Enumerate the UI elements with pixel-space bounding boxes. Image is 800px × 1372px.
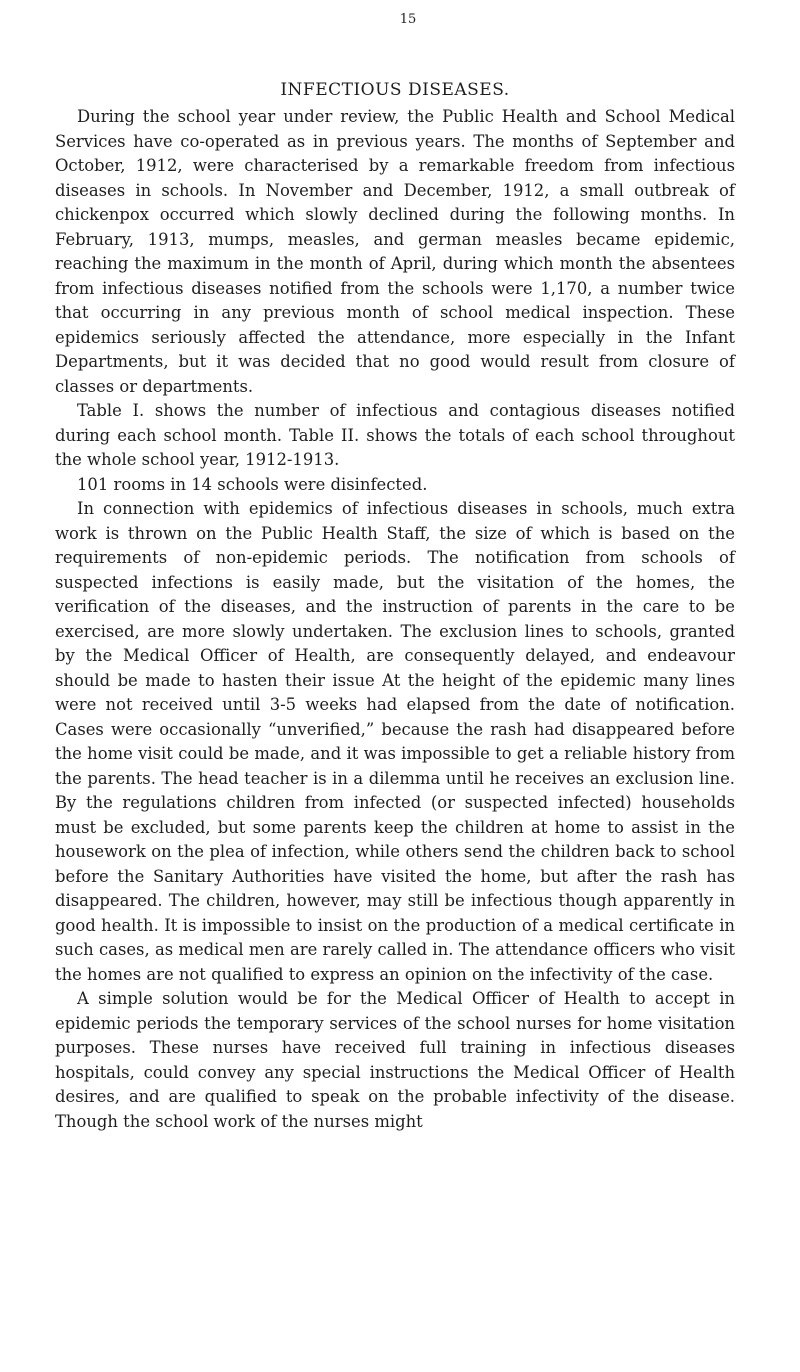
paragraph-school-nurses-solution: A simple solution would be for the Medical Officer of Health to accept in epidemic periods the temporary services of the school nurses for home visitation purposes. These nurses have received full training in infectious diseases hospitals, could convey any special instructions the Medical Officer of Health desires, and are qualified to speak on the probable infectivity of the disease. Though the school work of the nurses might: [55, 989, 735, 1131]
body-text: [55, 105, 735, 1134]
paragraph-public-health-staff: In connection with epidemics of infectious diseases in schools, much extra work is thrown on the Public Health Staff, the size of which is based on the requirements of non-epidemic periods. The notification from schools of suspected infections is easily made, but the visitation of the homes, the verification of the diseases, and the instruction of parents in the care to be exercised, are more slowly undertaken. The exclusion lines to schools, granted by the Medical Officer of Health, are consequently delayed, and endeavour should be made to hasten their issue At the height of the epidemic many lines were not received until 3-5 weeks had elapsed from the date of notification. Cases were occasionally “unverified,” because the rash had disappeared before the home visit could be made, and it was impossible to get a reliable history from the parents. The head teacher is in a dilemma until he receives an exclusion line. By the regulations children from infected (or suspected infected) households must be excluded, but some parents keep the children at home to assist in the housework on the plea of infection, while others send the children back to school before the Sanitary Authorities have visited the home, but after the rash has disappeared. The children, however, may still be infectious though apparently in good health. It is impossible to insist on the production of a medical certificate in such cases, as medical men are rarely called in. The attendance officers who visit the homes are not qualified to express an opinion on the infectivity of the case.: [55, 499, 735, 984]
paragraph-tables-reference: Table I. shows the number of infectious and contagious diseases notified during each school month. Table II. shows the totals of each school throughout the whole school year, 1912-1913.: [55, 401, 735, 469]
document-page: [55, 10, 735, 1134]
paragraph-disinfection: 101 rooms in 14 schools were disinfected.: [77, 474, 428, 494]
section-heading: INFECTIOUS DISEASES.: [280, 80, 510, 100]
paragraph-epidemics-overview: During the school year under review, the Public Health and School Medical Services have co-operated as in previous years. The months of September and October, 1912, were characterised by a remarkable freedom from infectious diseases in schools. In November and December, 1912, a small outbreak of chickenpox occurred which slowly declined during the following months. In February, 1913, mumps, measles, and german measles became epidemic, reaching the maximum in the month of April, during which month the absentees from infectious diseases notified from the schools were 1,170, a number twice that occurring in any previous month of school medical inspection. These epidemics seriously affected the attendance, more especially in the Infant Departments, but it was decided that no good would result from closure of classes or departments.: [55, 107, 735, 396]
page-number: 15: [399, 12, 417, 27]
